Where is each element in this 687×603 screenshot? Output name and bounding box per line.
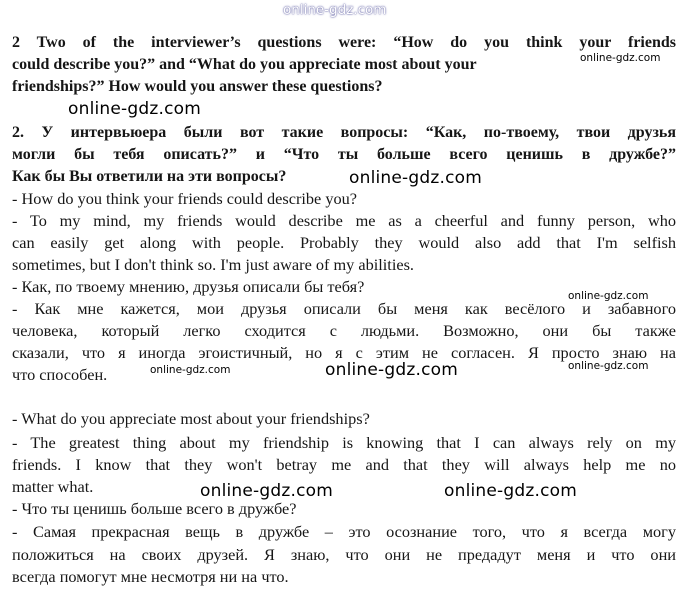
answer2-ru-line-2: - Самая прекрасная вещь в дружбе – это осознание того, что я всегда могу xyxy=(12,522,676,541)
answer1-en-line-2: - To my mind, my friends would describe me as a cheerful and funny person, who xyxy=(12,211,676,230)
watermark-small: online-gdz.com xyxy=(580,52,661,64)
answer2-ru-line-4: всегда помогут мне несмотря ни на что. xyxy=(12,567,289,586)
answer1-ru-line-5: что способен. xyxy=(12,365,108,384)
watermark-large: online-gdz.com xyxy=(325,360,459,380)
answer2-en-line-3: friends. I know that they won't betray me and that they will always help me no xyxy=(12,455,676,474)
answer1-ru-line-4: сказали, что я иногда эгоистичный, но я с этим не согласен. Я просто знаю на xyxy=(12,343,676,362)
answer1-en-line-3: can easily get along with people. Probably they would also add that I'm selfish xyxy=(12,233,676,252)
answer1-en-line-4: sometimes, but I don't think so. I'm just aware of my abilities. xyxy=(12,255,414,274)
answer2-ru-line-1: - Что ты ценишь больше всего в дружбе? xyxy=(12,499,297,518)
watermark-small: online-gdz.com xyxy=(150,364,231,376)
answer1-en-line-1: - How do you think your friends could describe you? xyxy=(12,189,357,208)
watermark-small: online-gdz.com xyxy=(568,360,649,372)
watermark-large: online-gdz.com xyxy=(200,481,334,501)
answer1-ru-line-1: - Как, по твоему мнению, друзья описали бы тебя? xyxy=(12,277,365,296)
answer1-ru-line-2: - Как мне кажется, мои друзья описали бы меня как весёлого и забавного xyxy=(12,299,676,318)
task-en-line-1: 2 Two of the interviewer’s questions were: “How do you think your friends xyxy=(12,34,676,51)
task-en-line-2: could describe you?” and “What do you appreciate most about your xyxy=(12,56,477,73)
watermark-small: online-gdz.com xyxy=(568,290,649,302)
watermark-large: online-gdz.com xyxy=(349,168,483,188)
watermark-large: online-gdz.com xyxy=(68,99,202,119)
paragraph-gap xyxy=(12,386,676,408)
answer2-ru-line-3: положиться на своих друзей. Я знаю, что они не предадут меня и что они xyxy=(12,545,676,564)
answer1-ru-line-3: человека, который легко сходится с людьми. Возможно, они бы также xyxy=(12,321,676,340)
answer2-en-line-1: - What do you appreciate most about your friendships? xyxy=(12,409,370,428)
task-ru-line-2: могли бы тебя описать?” и “Что ты больше всего ценишь в дружбе?” xyxy=(12,146,676,163)
watermark-large: online-gdz.com xyxy=(444,481,578,501)
header-watermark: online-gdz.com xyxy=(283,2,387,18)
answer2-en-line-4: matter what. xyxy=(12,477,94,496)
task-ru-line-1: 2. У интервьюера были вот такие вопросы: “Как, по-твоему, твои друзья xyxy=(12,124,676,141)
task-ru-line-3: Как бы Вы ответили на эти вопросы? xyxy=(12,168,287,185)
answer2-en-line-2: - The greatest thing about my friendship is knowing that I can always rely on my xyxy=(12,433,676,452)
task-en-line-3: friendships?” How would you answer these questions? xyxy=(12,78,383,95)
